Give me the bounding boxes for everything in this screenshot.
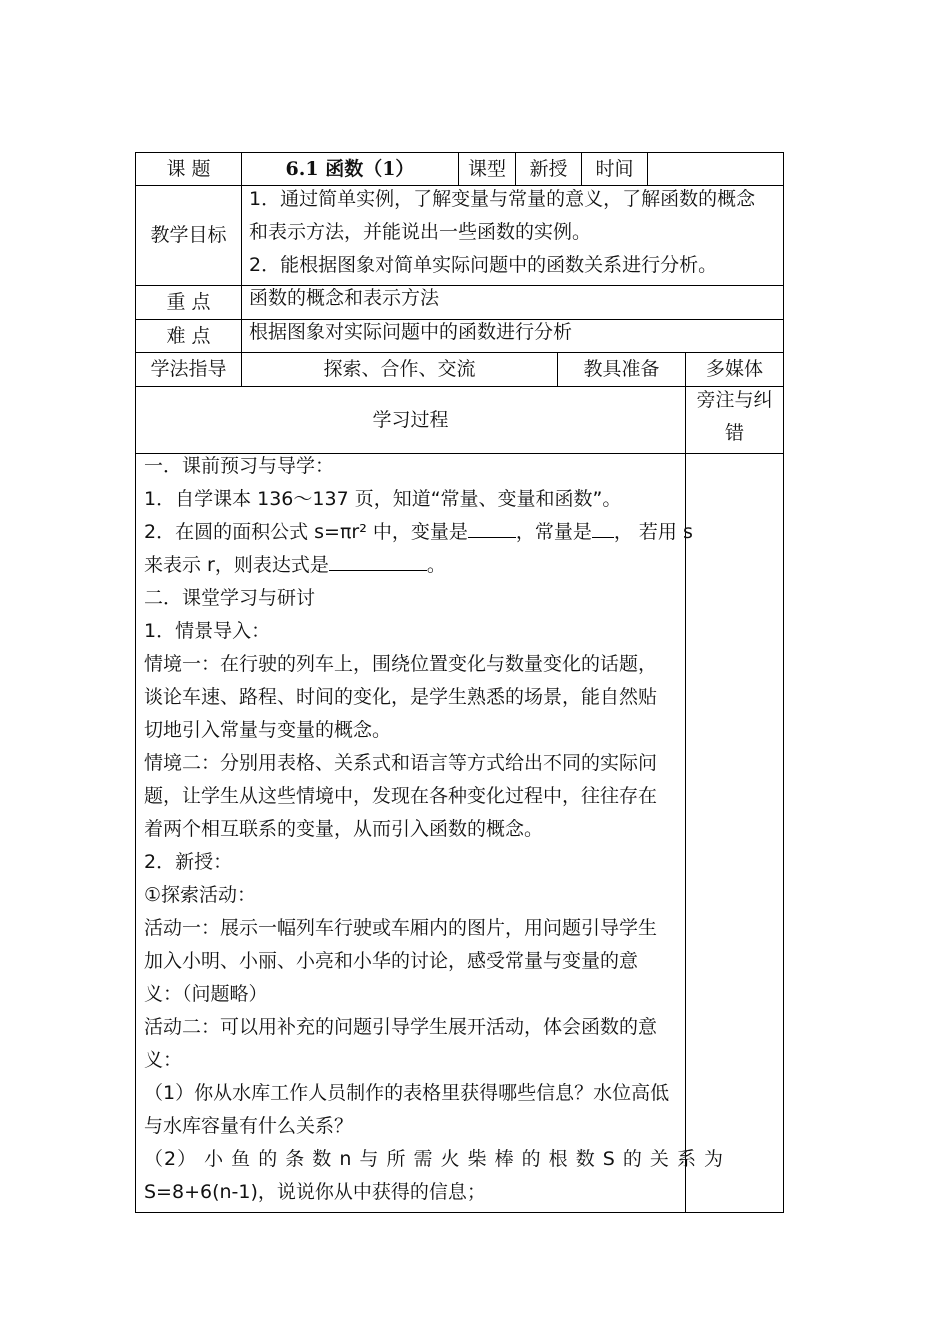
- table-border: [241, 152, 242, 386]
- key-point-text: 函数的概念和表示方法: [249, 287, 440, 309]
- side-notes-header-line: 旁注与纠: [696, 389, 773, 411]
- process-line: （2） 小 鱼 的 条 数 n 与 所 需 火 柴 棒 的 根 数 S 的 关 系 为: [144, 1148, 724, 1170]
- objective-text: 1．通过简单实例，了解变量与常量的意义，了解函数的概念: [249, 188, 756, 210]
- process-line: 着两个相互联系的变量，从而引入函数的概念。: [144, 818, 544, 840]
- objectives-label: 教学目标: [150, 224, 227, 246]
- type-value: 新授: [529, 157, 568, 180]
- process-line: 2．新授：: [144, 851, 233, 873]
- objective-line: [249, 183, 775, 216]
- process-text: ，常量是: [515, 521, 592, 543]
- side-notes-header-line: 错: [724, 422, 744, 444]
- process-line: 切地引入常量与变量的概念。: [144, 719, 392, 741]
- process-line: 谈论车速、路程、时间的变化，是学生熟悉的场景，能自然贴: [144, 686, 658, 708]
- process-line: 与水库容量有什么关系？: [144, 1115, 354, 1137]
- process-line: （1）你从水库工作人员制作的表格里获得哪些信息？水位高低: [144, 1082, 670, 1104]
- process-line: 义：: [144, 1049, 183, 1071]
- objective-line: 2．能根据图象对简单实际问题中的函数关系进行分析。: [249, 254, 718, 276]
- table-border: [783, 152, 784, 1213]
- process-line: [144, 549, 446, 582]
- time-label: 时间: [595, 157, 634, 180]
- process-line: 活动一：展示一幅列车行驶或车厢内的图片，用问题引导学生: [144, 917, 658, 939]
- process-header: 学习过程: [372, 408, 449, 431]
- guidance-method: 探索、合作、交流: [323, 358, 476, 380]
- lesson-title: 6.1 函数（1）: [285, 157, 415, 180]
- process-line: [144, 516, 693, 549]
- process-line: 情境二：分别用表格、关系式和语言等方式给出不同的实际问: [144, 752, 658, 774]
- process-line: 加入小明、小丽、小亮和小华的讨论，感受常量与变量的意: [144, 950, 639, 972]
- fill-blank: [329, 552, 427, 571]
- process-line: 1．情景导入：: [144, 620, 271, 642]
- process-line: 情境一：在行驶的列车上，围绕位置变化与数量变化的话题，: [144, 653, 658, 675]
- table-border: [685, 352, 686, 1213]
- process-text: 2．在圆的面积公式 s=πr² 中，变量是: [144, 521, 468, 543]
- side-notes-header: [686, 384, 783, 450]
- process-line: 1．自学课本 136～137 页，知道“常量、变量和函数”。: [144, 488, 622, 510]
- fill-blank: [468, 519, 516, 538]
- process-text: 。: [426, 554, 446, 576]
- process-line: 一．课前预习与导学：: [144, 455, 335, 477]
- tools-value: 多媒体: [705, 358, 763, 380]
- difficulty-label: 难 点: [166, 324, 211, 347]
- process-line: 活动二：可以用补充的问题引导学生展开活动，体会函数的意: [144, 1016, 658, 1038]
- table-border: [135, 1212, 784, 1213]
- fill-blank: [592, 519, 614, 538]
- objective-line: 和表示方法，并能说出一些函数的实例。: [249, 221, 592, 243]
- topic-label: 课 题: [166, 157, 211, 180]
- process-text: ， 若用 s: [613, 521, 693, 543]
- process-line: 题，让学生从这些情境中，发现在各种变化过程中，往往存在: [144, 785, 658, 807]
- guidance-label: 学法指导: [150, 358, 227, 380]
- type-label: 课型: [467, 157, 506, 180]
- time-value: [648, 153, 783, 185]
- process-line: S=8+6(n-1)，说说你从中获得的信息；: [144, 1181, 486, 1203]
- tools-label: 教具准备: [583, 358, 660, 380]
- process-line: ①探索活动：: [144, 884, 257, 906]
- process-text: 来表示 r，则表达式是: [144, 554, 329, 576]
- key-point-label: 重 点: [166, 291, 211, 313]
- process-line: 二．课堂学习与研讨: [144, 587, 316, 609]
- difficulty-text: 根据图象对实际问题中的函数进行分析: [249, 321, 573, 343]
- process-line: 义：（问题略）: [144, 983, 268, 1005]
